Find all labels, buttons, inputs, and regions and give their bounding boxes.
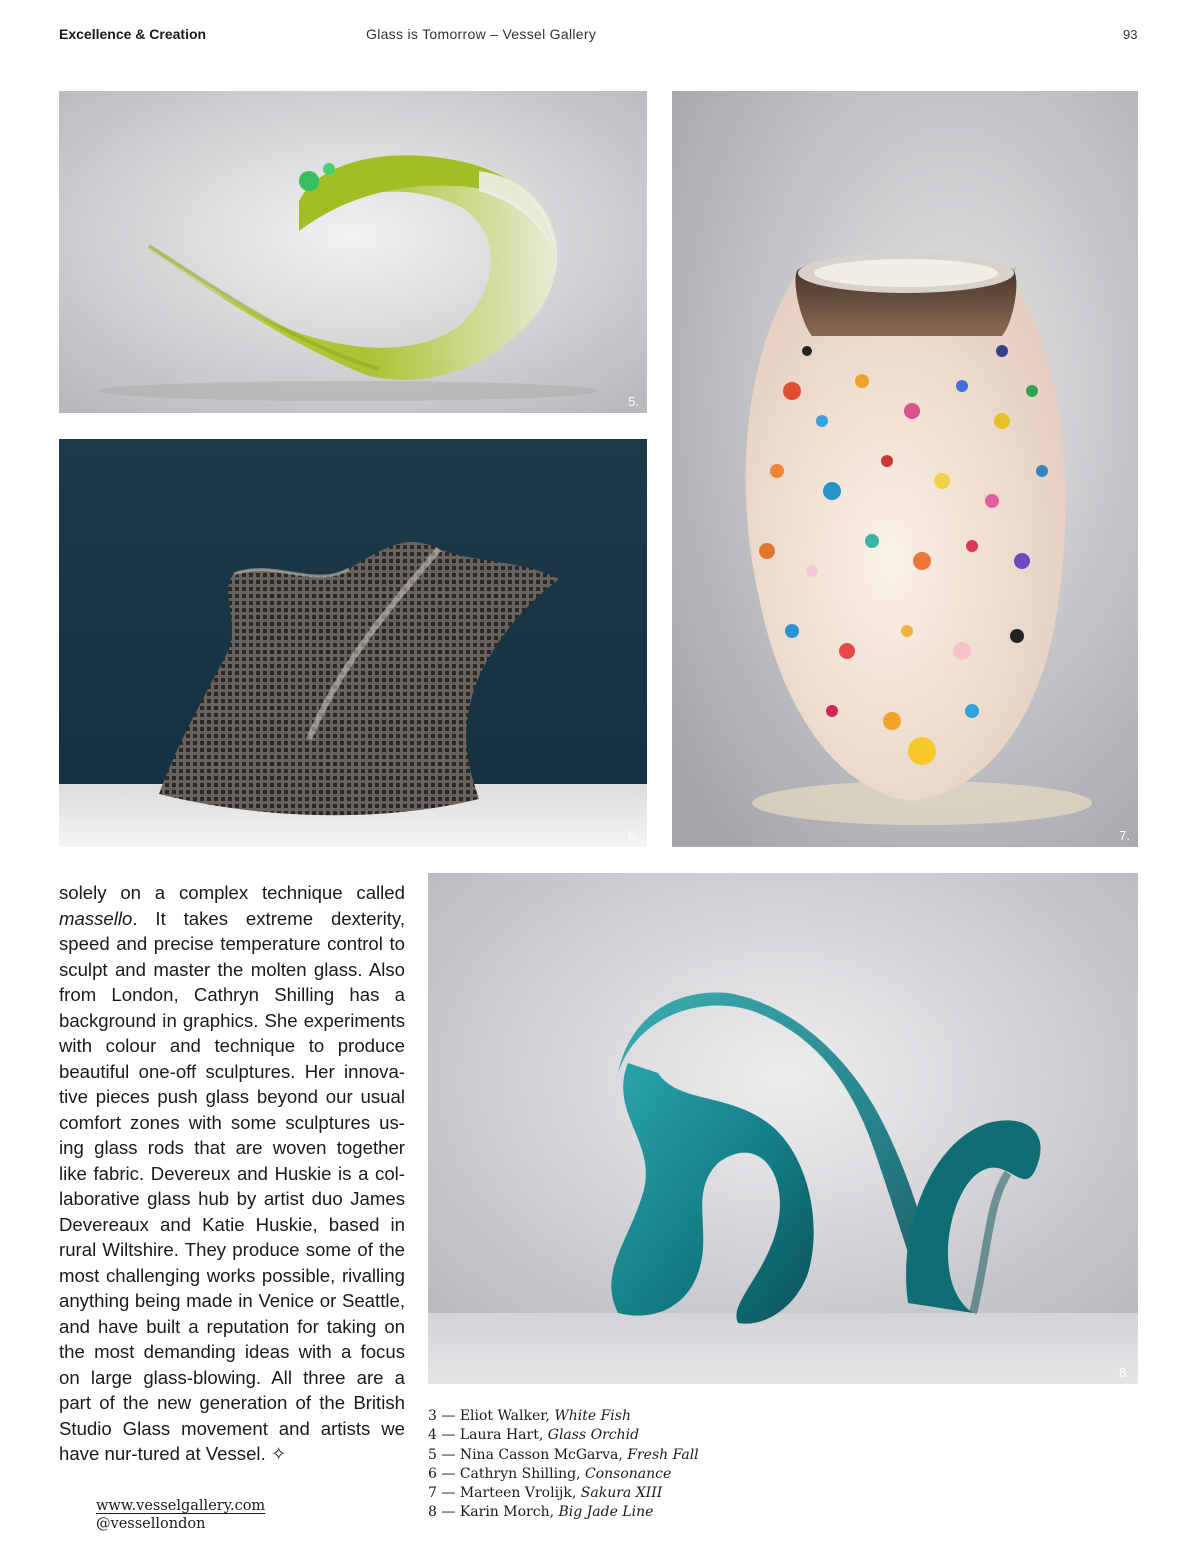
caption-item	[428, 1446, 699, 1465]
caption-number: 5	[428, 1446, 437, 1463]
body-line-6: background in graphics. She experiments	[59, 1009, 405, 1031]
caption-artist: Eliot Walker,	[459, 1408, 555, 1424]
caption-work: Fresh Fall	[627, 1446, 699, 1463]
caption-item	[428, 1503, 699, 1522]
caption-item	[428, 1465, 699, 1484]
body-line-3: speed and precise temperature control	[59, 933, 383, 954]
caption-dash: —	[436, 1446, 460, 1463]
caption-artist: Nina Casson McGarva,	[459, 1446, 628, 1463]
body-line-8: beautiful one-off sculptures. Her innova-	[59, 1060, 405, 1082]
body-line-10: comfort zones with some sculptures us-	[59, 1111, 405, 1133]
figure-6-photo	[59, 439, 647, 847]
caption-artist: Karin Morch,	[459, 1504, 559, 1521]
caption-number: 8	[428, 1504, 437, 1521]
body-line-20: large glass-blowing. All three are a part of	[59, 1366, 405, 1413]
caption-artist: Marteen Vrolijk,	[459, 1485, 581, 1502]
caption-work: Sakura XIII	[580, 1485, 663, 1502]
figure-7-photo	[672, 91, 1138, 847]
caption-work: White Fish	[554, 1408, 631, 1424]
body-line-22: Glass movement and artists we have nur-	[59, 1417, 405, 1464]
woven-sculpture-image	[59, 439, 647, 847]
figure-8-photo	[428, 873, 1138, 1384]
figure-number: 6.	[628, 828, 639, 843]
caption-number: 4	[428, 1427, 437, 1444]
figure-number: 5.	[628, 394, 639, 409]
body-line-13: laborative glass hub by artist duo James	[59, 1188, 405, 1209]
running-title: Glass is Tomorrow – Vessel Gallery	[366, 26, 597, 42]
body-line-11: ing glass rods that are woven together	[59, 1137, 405, 1158]
figure-number: 8.	[1119, 1365, 1130, 1380]
body-line-5: Also from London, Cathryn Shilling has a	[59, 958, 405, 1005]
body-line-1: solely on a complex technique called	[59, 882, 405, 903]
body-line-4: to sculpt and master the molten glass.	[59, 933, 405, 980]
body-line-23: tured at Vessel.	[137, 1443, 266, 1464]
caption-number: 6	[428, 1465, 437, 1482]
website-link[interactable]: www.vesselgallery.com	[96, 1498, 266, 1514]
body-line-9: tive pieces push glass beyond our usual	[59, 1086, 405, 1107]
page-number: 93	[1123, 27, 1138, 42]
caption-number: 7	[428, 1485, 437, 1502]
article-body	[59, 880, 405, 1467]
body-line-14: Devereaux and Katie Huskie, based in	[59, 1213, 405, 1235]
body-text	[59, 880, 405, 1467]
green-sculpture-image	[59, 91, 647, 413]
section-label: Excellence & Creation	[59, 26, 207, 42]
caption-list	[428, 1407, 699, 1523]
body-line-18: and have built a reputation for taking on	[59, 1315, 405, 1337]
body-line-7: with colour and technique to produce	[59, 1035, 405, 1056]
caption-artist: Cathryn Shilling,	[459, 1465, 585, 1482]
caption-dash: —	[436, 1504, 460, 1521]
body-emphasis: massello	[59, 907, 133, 929]
instagram-handle[interactable]: @vessellondon	[96, 1516, 206, 1532]
caption-item	[428, 1407, 699, 1426]
caption-dash: —	[436, 1465, 460, 1482]
caption-work: Consonance	[585, 1465, 672, 1482]
body-line-16: most challenging works possible, rivalling	[59, 1264, 405, 1286]
body-line-2: . It takes extreme dexterity,	[132, 907, 405, 929]
caption-dash: —	[436, 1427, 460, 1444]
caption-artist: Laura Hart,	[459, 1427, 548, 1444]
body-line-21: the new generation of the British Studio	[59, 1392, 405, 1439]
figure-number: 7.	[1119, 828, 1130, 843]
body-line-15: rural Wiltshire. They produce some of the	[59, 1239, 405, 1260]
body-line-17: anything being made in Venice or Seattle,	[59, 1290, 405, 1311]
caption-item	[428, 1426, 699, 1445]
caption-number: 3	[428, 1408, 437, 1424]
gallery-links	[96, 1497, 265, 1533]
teal-sculpture-image	[428, 873, 1138, 1384]
caption-dash: —	[436, 1485, 460, 1502]
end-mark-icon: ✧	[270, 1443, 287, 1464]
body-line-12: like fabric. Devereux and Huskie is a col-	[59, 1162, 405, 1184]
caption-dash: —	[436, 1408, 460, 1424]
caption-work: Big Jade Line	[558, 1504, 654, 1521]
caption-work: Glass Orchid	[547, 1427, 640, 1444]
figure-5-photo	[59, 91, 647, 413]
body-line-19: the most demanding ideas with a focus on	[59, 1341, 405, 1388]
caption-item	[428, 1484, 699, 1503]
confetti-vase-image	[672, 91, 1138, 847]
